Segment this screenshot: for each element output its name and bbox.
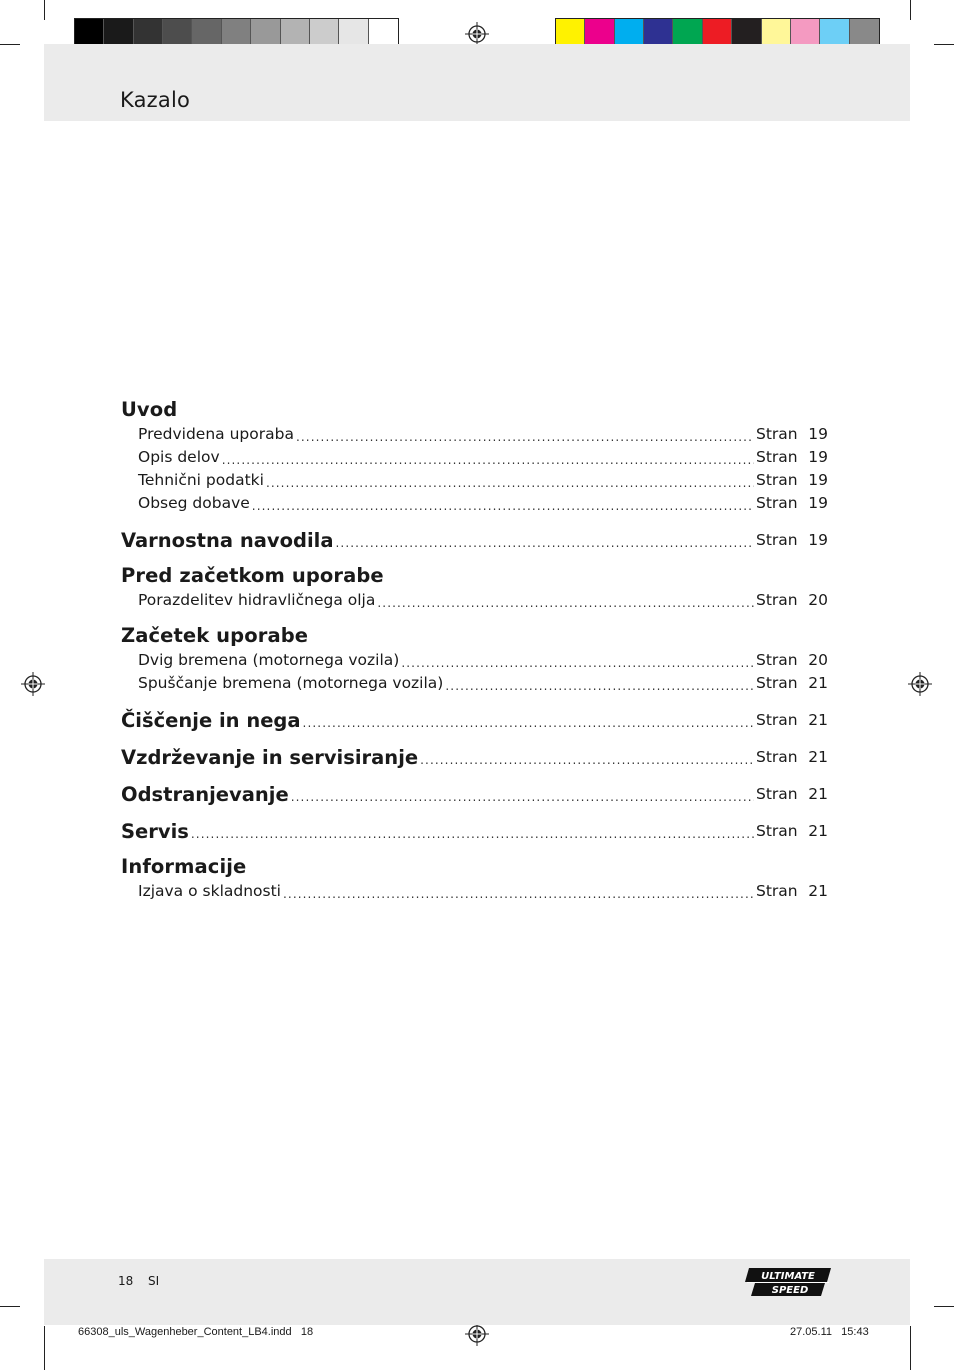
dot-leader	[266, 477, 754, 489]
toc-row	[121, 423, 828, 446]
slug-file-info: 66308_uls_Wagenheber_Content_LB4.indd 18	[78, 1326, 314, 1338]
toc-entry-label: Spuščanje bremena (motornega vozila)	[138, 674, 444, 692]
crop-mark	[910, 0, 911, 20]
page-word: Stran	[756, 425, 798, 443]
dot-leader	[296, 431, 754, 443]
color-swatch	[75, 19, 104, 47]
toc-section	[121, 705, 828, 732]
color-swatch	[192, 19, 221, 47]
toc-page-number: 19	[808, 425, 828, 443]
color-swatch	[281, 19, 310, 47]
toc-section-title: Uvod	[121, 398, 178, 421]
toc-row	[121, 525, 828, 552]
color-swatch	[339, 19, 368, 47]
dot-leader	[222, 454, 754, 466]
toc-row	[121, 672, 828, 695]
page-word: Stran	[756, 531, 798, 549]
toc-page-number: 19	[808, 471, 828, 489]
toc-section-title: Varnostna navodila	[121, 529, 334, 552]
dot-leader	[377, 597, 754, 609]
crop-mark	[934, 1306, 954, 1307]
dot-leader	[303, 717, 754, 729]
registration-mark-icon	[465, 1322, 489, 1346]
toc-row	[121, 742, 828, 769]
toc-page-number: 19	[808, 448, 828, 466]
dot-leader	[445, 680, 754, 692]
toc-row	[121, 705, 828, 732]
toc-page-number: 21	[808, 711, 828, 729]
page-word: Stran	[756, 448, 798, 466]
page-number: 18	[118, 1274, 134, 1288]
crop-mark	[44, 0, 45, 20]
page-word: Stran	[756, 591, 798, 609]
slug-date-info: 27.05.11 15:43	[790, 1326, 869, 1338]
toc-row	[121, 816, 828, 843]
toc-row	[121, 492, 828, 515]
dot-leader	[291, 791, 754, 803]
toc-row	[121, 779, 828, 806]
toc-section	[121, 779, 828, 806]
toc-section	[121, 853, 828, 903]
toc-section-title: Pred začetkom uporabe	[121, 564, 384, 587]
toc-row	[121, 880, 828, 903]
logo-text-top: ULTIMATE	[761, 1271, 815, 1282]
registration-mark-icon	[908, 672, 932, 696]
page-word: Stran	[756, 651, 798, 669]
registration-mark-icon	[21, 672, 45, 696]
toc-page-number: 19	[808, 531, 828, 549]
color-swatch	[134, 19, 163, 47]
dot-leader	[335, 537, 754, 549]
toc-page-number: 20	[808, 651, 828, 669]
toc-page-number: 21	[808, 748, 828, 766]
toc-section-title: Čiščenje in nega	[121, 709, 301, 732]
color-swatch	[644, 19, 673, 47]
dot-leader	[252, 500, 754, 512]
color-swatch	[703, 19, 732, 47]
color-swatch	[762, 19, 791, 47]
color-swatch	[585, 19, 614, 47]
dot-leader	[420, 754, 754, 766]
page-word: Stran	[756, 494, 798, 512]
crop-mark	[0, 1306, 20, 1307]
toc-section	[121, 562, 828, 612]
toc-row	[121, 469, 828, 492]
toc-section-title: Začetek uporabe	[121, 624, 309, 647]
toc-entry-label: Porazdelitev hidravličnega olja	[138, 591, 376, 609]
color-swatch	[251, 19, 280, 47]
toc-section	[121, 525, 828, 552]
toc-page-number: 21	[808, 882, 828, 900]
dot-leader	[283, 888, 754, 900]
toc-row	[121, 649, 828, 672]
toc-row	[121, 446, 828, 469]
toc-entry-label: Dvig bremena (motornega vozila)	[138, 651, 400, 669]
color-swatch	[791, 19, 820, 47]
logo-text-bottom: SPEED	[771, 1285, 809, 1296]
crop-mark	[44, 1326, 45, 1370]
color-swatch	[615, 19, 644, 47]
toc-section-title: Vzdrževanje in servisiranje	[121, 746, 419, 769]
color-swatch	[820, 19, 849, 47]
toc-page-number: 21	[808, 822, 828, 840]
toc-page-number: 21	[808, 674, 828, 692]
color-swatch	[104, 19, 133, 47]
color-swatch	[732, 19, 761, 47]
page-word: Stran	[756, 882, 798, 900]
toc-section	[121, 622, 828, 695]
toc-section	[121, 742, 828, 769]
page-word: Stran	[756, 785, 798, 803]
toc-entry-label: Predvidena uporaba	[138, 425, 294, 443]
crop-mark	[910, 1326, 911, 1370]
toc-row	[121, 589, 828, 612]
toc-section	[121, 816, 828, 843]
page-word: Stran	[756, 674, 798, 692]
color-swatch	[850, 19, 879, 47]
page-word: Stran	[756, 748, 798, 766]
crop-mark	[0, 44, 20, 45]
toc-section-title: Odstranjevanje	[121, 783, 289, 806]
color-swatch	[556, 19, 585, 47]
toc-entry-label: Opis delov	[138, 448, 220, 466]
toc-entry-label: Tehnični podatki	[138, 471, 264, 489]
toc-entry-label: Obseg dobave	[138, 494, 250, 512]
toc-entry-label: Izjava o skladnosti	[138, 882, 281, 900]
toc-section-title: Informacije	[121, 855, 247, 878]
dot-leader	[401, 657, 754, 669]
table-of-contents	[121, 396, 828, 913]
toc-page-number: 21	[808, 785, 828, 803]
color-swatch	[163, 19, 192, 47]
crop-mark	[934, 44, 954, 45]
registration-mark-icon	[465, 22, 489, 46]
color-swatch	[222, 19, 251, 47]
color-swatch	[369, 19, 398, 47]
ultimate-speed-logo	[745, 1266, 835, 1298]
toc-page-number: 20	[808, 591, 828, 609]
color-swatch	[310, 19, 339, 47]
color-swatch	[673, 19, 702, 47]
page-word: Stran	[756, 711, 798, 729]
toc-page-number: 19	[808, 494, 828, 512]
dot-leader	[191, 828, 754, 840]
page-title: Kazalo	[120, 88, 191, 112]
language-code: SI	[148, 1274, 160, 1288]
toc-section	[121, 396, 828, 515]
page-word: Stran	[756, 471, 798, 489]
page-word: Stran	[756, 822, 798, 840]
toc-section-title: Servis	[121, 820, 189, 843]
